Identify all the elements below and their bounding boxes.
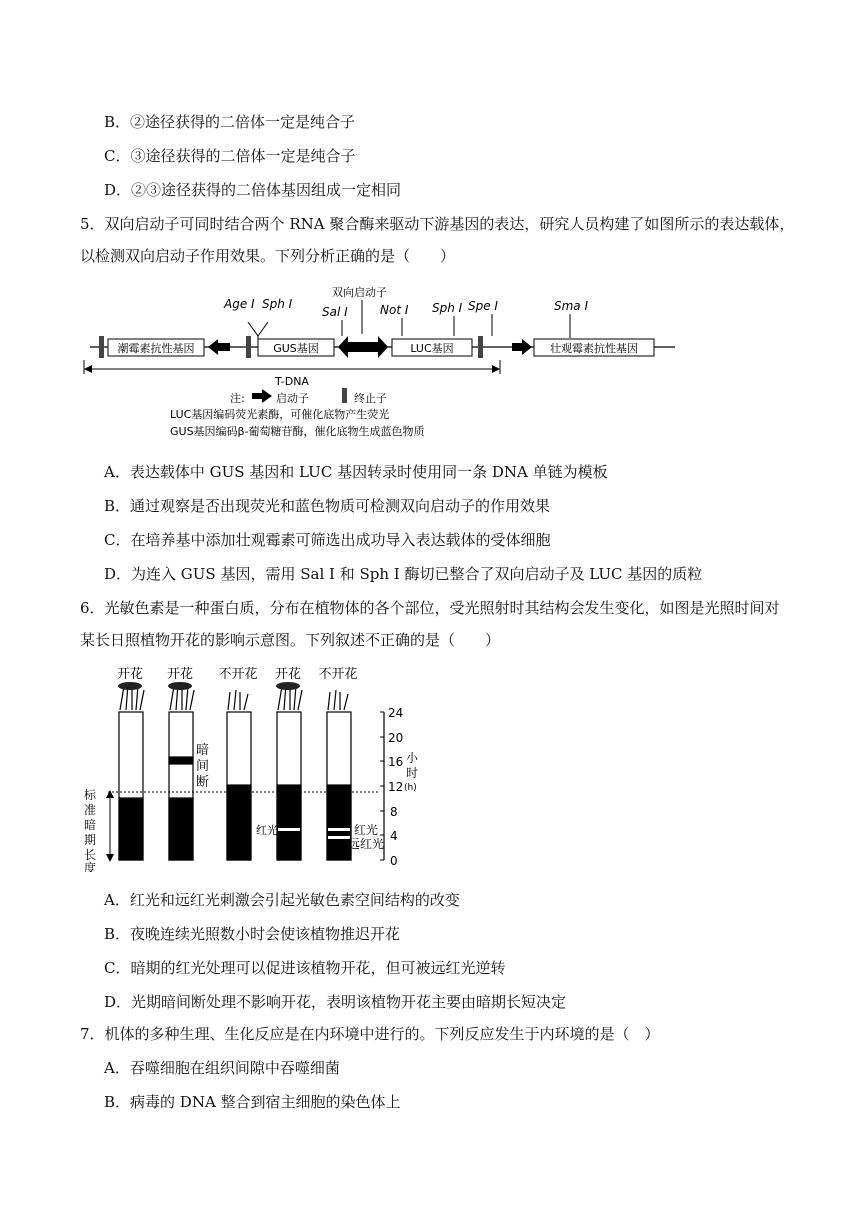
label-not: Not Ⅰ	[380, 303, 409, 317]
label-bidir-promoter: 双向启动子	[332, 286, 387, 299]
q5-option-c: C．在培养基中添加壮观霉素可筛选出成功导入表达载体的受体细胞	[104, 531, 551, 549]
red-light-label: 红光	[256, 824, 278, 837]
note-gus: GUS基因编码β-葡萄糖苷酶，催化底物生成蓝色物质	[170, 425, 425, 438]
label-sal: Sal Ⅰ	[322, 305, 348, 319]
label-sma: Sma Ⅰ	[554, 299, 589, 313]
dark-break-1: 间	[196, 759, 210, 774]
q5-option-d: D．为连入 GUS 基因，需用 Sal I 和 Sph I 酶切已整合了双向启动子及 LUC 基因的质粒	[104, 565, 703, 583]
tick-12: 12	[388, 780, 404, 794]
far-red-light-label: 远红光	[348, 837, 385, 851]
side-label-1: 准	[84, 803, 97, 817]
label-spe: Spe Ⅰ	[468, 299, 498, 313]
q6-option-c: C．暗期的红光处理可以促进该植物开花，但可被远红光逆转	[104, 959, 506, 977]
label-tdna: T-DNA	[275, 375, 309, 388]
box-gus: GUS基因	[273, 342, 319, 355]
note-luc: LUC基因编码荧光素酶，可催化底物产生荧光	[170, 408, 390, 421]
axis-title-0: 小	[406, 751, 419, 765]
q6-photoperiod-figure	[80, 662, 420, 872]
box-luc: LUC基因	[410, 342, 454, 355]
note-promoter: 启动子	[276, 392, 309, 405]
tick-4: 4	[390, 829, 398, 843]
red-light-label-2: 红光	[354, 823, 379, 837]
tick-16: 16	[388, 755, 404, 769]
side-label-2: 暗	[84, 818, 97, 832]
label-sph1: Sph Ⅰ	[262, 297, 293, 311]
q4-option-b: B．②途径获得的二倍体一定是纯合子	[104, 113, 356, 131]
q5-vector-figure	[80, 282, 690, 442]
tick-24: 24	[388, 706, 404, 720]
side-label-4: 长	[84, 848, 97, 862]
q5-option-b: B．通过观察是否出现荧光和蓝色物质可检测双向启动子的作用效果	[104, 497, 551, 515]
note-terminator: 终止子	[354, 392, 387, 405]
q6-stem-line1: 6．光敏色素是一种蛋白质，分布在植物体的各个部位，受光照射时其结构会发生变化，如图是光照时间对	[80, 599, 780, 617]
q6-stem-line2: 某长日照植物开花的影响示意图。下列叙述不正确的是（ ）	[80, 631, 501, 649]
q6-option-a: A．红光和远红光刺激会引起光敏色素空间结构的改变	[104, 891, 460, 909]
top-label-3: 不开花	[218, 667, 258, 682]
dark-break-0: 暗	[196, 743, 210, 758]
q7-stem: 7．机体的多种生理、生化反应是在内环境中进行的。下列反应发生于内环境的是（ ）	[80, 1025, 660, 1043]
q6-option-b: B．夜晚连续光照数小时会使该植物推迟开花	[104, 925, 401, 943]
q7-option-a: A．吞噬细胞在组织间隙中吞噬细菌	[104, 1059, 340, 1077]
top-label-1: 开花	[116, 667, 144, 682]
box-spectinomycin: 壮观霉素抗性基因	[550, 342, 638, 355]
q4-option-c: C．③途径获得的二倍体一定是纯合子	[104, 147, 356, 165]
q5-option-a: A．表达载体中 GUS 基因和 LUC 基因转录时使用同一条 DNA 单链为模板	[104, 463, 608, 481]
box-hygromycin: 潮霉素抗性基因	[117, 342, 195, 355]
top-label-5: 不开花	[318, 667, 358, 682]
label-sph2: Sph Ⅰ	[432, 301, 463, 315]
tick-20: 20	[388, 731, 404, 745]
tick-8: 8	[390, 805, 398, 819]
dark-break-2: 断	[196, 775, 210, 790]
label-age: Age Ⅰ	[224, 297, 255, 311]
side-label-0: 标	[84, 788, 97, 802]
q4-option-d: D．②③途径获得的二倍体基因组成一定相同	[104, 181, 402, 199]
q5-stem-line1: 5．双向启动子可同时结合两个 RNA 聚合酶来驱动下游基因的表达，研究人员构建了如图所示的表达载体，	[80, 215, 795, 233]
axis-title-2: (h)	[404, 783, 417, 793]
q6-option-d: D．光期暗间断处理不影响开花，表明该植物开花主要由暗期长短决定	[104, 993, 567, 1011]
tick-0: 0	[390, 854, 398, 868]
top-label-2: 开花	[166, 667, 194, 682]
terminator-icon	[342, 388, 347, 403]
q7-option-b: B．病毒的 DNA 整合到宿主细胞的染色体上	[104, 1093, 401, 1111]
promoter-icon	[252, 389, 272, 403]
side-label-3: 期	[84, 833, 97, 847]
side-label-5: 度	[84, 861, 97, 872]
top-label-4: 开花	[274, 667, 302, 682]
note-prefix: 注:	[230, 392, 245, 405]
q5-stem-line2: 以检测双向启动子作用效果。下列分析正确的是（ ）	[80, 247, 456, 265]
axis-title-1: 时	[406, 766, 419, 780]
